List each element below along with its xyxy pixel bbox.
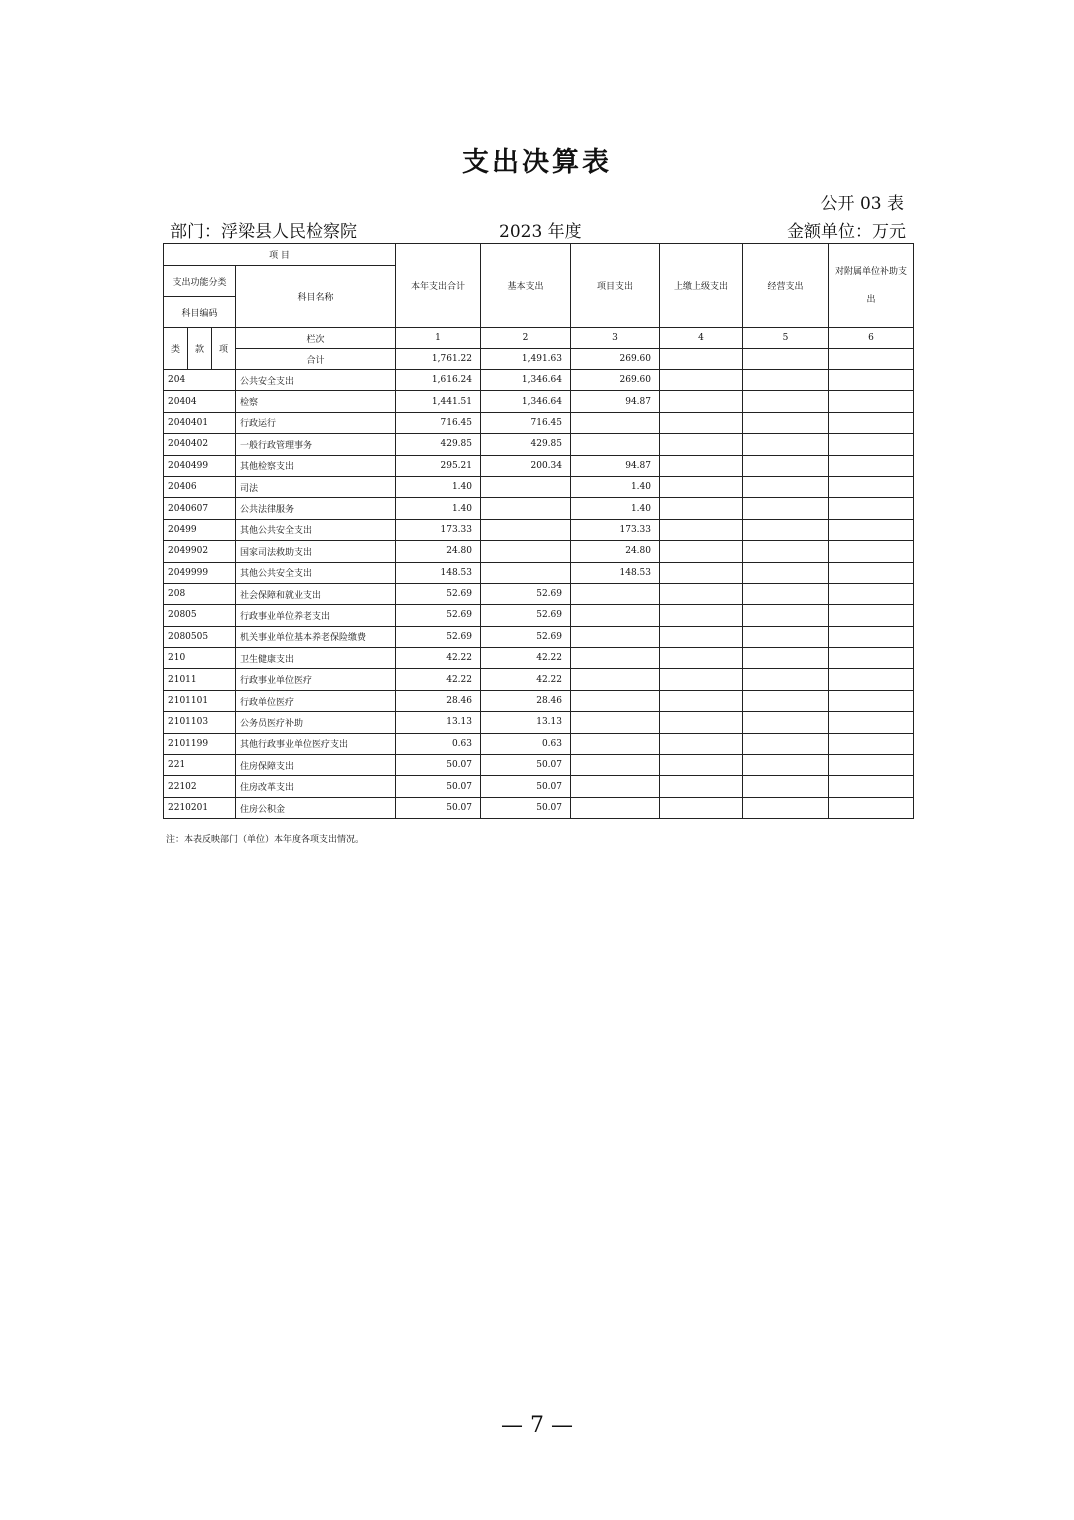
- col-num-2: 2: [481, 328, 571, 349]
- amount-project: 94.87: [571, 391, 660, 412]
- amount-subsidy: [829, 434, 914, 455]
- amount-upper: [660, 712, 743, 733]
- header-total: 本年支出合计: [396, 244, 481, 328]
- amount-project: [571, 776, 660, 797]
- amount-subsidy: [829, 733, 914, 754]
- amount-basic: [481, 562, 571, 583]
- expenditure-table: [163, 243, 914, 819]
- table-row: [164, 391, 914, 412]
- subject-code: 21011: [164, 669, 236, 690]
- amount-project: [571, 755, 660, 776]
- table-row: [164, 562, 914, 583]
- amount-project: [571, 669, 660, 690]
- amount-upper: [660, 434, 743, 455]
- subject-code: 2049902: [164, 541, 236, 562]
- amount-business: [743, 391, 829, 412]
- amount-basic: 52.69: [481, 626, 571, 647]
- amount-basic: 52.69: [481, 583, 571, 604]
- subject-code: 210: [164, 648, 236, 669]
- subject-code: 2210201: [164, 797, 236, 818]
- col-num-6: 6: [829, 328, 914, 349]
- subject-name: 公务员医疗补助: [236, 712, 396, 733]
- subject-name: 机关事业单位基本养老保险缴费: [236, 626, 396, 647]
- amount-business: [743, 669, 829, 690]
- amount-business: [743, 519, 829, 540]
- amount-business: [743, 776, 829, 797]
- subject-name: 行政单位医疗: [236, 690, 396, 711]
- amount-basic: 42.22: [481, 648, 571, 669]
- amount-business: [743, 455, 829, 476]
- amount-business: [743, 712, 829, 733]
- header-xiang: 项: [212, 328, 236, 370]
- table-row: [164, 733, 914, 754]
- subject-code: 20805: [164, 605, 236, 626]
- amount-subsidy: [829, 562, 914, 583]
- report-meta: [170, 217, 906, 241]
- amount-business: [743, 476, 829, 497]
- amount-upper: [660, 541, 743, 562]
- amount-subsidy: [829, 797, 914, 818]
- amount-subsidy: [829, 648, 914, 669]
- subject-name: 其他公共安全支出: [236, 562, 396, 583]
- amount-subsidy: [829, 755, 914, 776]
- amount-project: [571, 648, 660, 669]
- amount-total: 52.69: [396, 605, 481, 626]
- total-subsidy: [829, 349, 914, 370]
- amount-basic: 1,346.64: [481, 391, 571, 412]
- amount-upper: [660, 498, 743, 519]
- amount-upper: [660, 626, 743, 647]
- amount-basic: 28.46: [481, 690, 571, 711]
- amount-total: 1.40: [396, 498, 481, 519]
- amount-total: 28.46: [396, 690, 481, 711]
- subject-name: 卫生健康支出: [236, 648, 396, 669]
- col-num-1: 1: [396, 328, 481, 349]
- col-num-3: 3: [571, 328, 660, 349]
- page-title: 支出决算表: [462, 147, 612, 178]
- amount-total: 13.13: [396, 712, 481, 733]
- amount-basic: [481, 498, 571, 519]
- col-num-4: 4: [660, 328, 743, 349]
- amount-business: [743, 626, 829, 647]
- amount-project: 24.80: [571, 541, 660, 562]
- subject-code: 20404: [164, 391, 236, 412]
- subject-name: 住房改革支出: [236, 776, 396, 797]
- table-row: [164, 648, 914, 669]
- amount-subsidy: [829, 455, 914, 476]
- amount-project: 148.53: [571, 562, 660, 583]
- table-row: [164, 519, 914, 540]
- amount-basic: 42.22: [481, 669, 571, 690]
- header-upper: 上缴上级支出: [660, 244, 743, 328]
- subject-code: 2101199: [164, 733, 236, 754]
- header-basic: 基本支出: [481, 244, 571, 328]
- header-business: 经营支出: [743, 244, 829, 328]
- subject-name: 公共法律服务: [236, 498, 396, 519]
- subject-name: 行政事业单位养老支出: [236, 605, 396, 626]
- subject-name: 一般行政管理事务: [236, 434, 396, 455]
- subject-code: 208: [164, 583, 236, 604]
- header-project: 项目支出: [571, 244, 660, 328]
- row-index-label: 栏次: [236, 328, 396, 349]
- amount-subsidy: [829, 669, 914, 690]
- amount-project: [571, 434, 660, 455]
- amount-subsidy: [829, 626, 914, 647]
- amount-total: 1.40: [396, 476, 481, 497]
- amount-project: [571, 583, 660, 604]
- amount-business: [743, 733, 829, 754]
- amount-upper: [660, 605, 743, 626]
- amount-basic: 50.07: [481, 755, 571, 776]
- table-row: [164, 583, 914, 604]
- amount-business: [743, 605, 829, 626]
- subject-code: 2040402: [164, 434, 236, 455]
- amount-total: 295.21: [396, 455, 481, 476]
- amount-total: 42.22: [396, 648, 481, 669]
- amount-total: 50.07: [396, 776, 481, 797]
- amount-subsidy: [829, 412, 914, 433]
- table-row: [164, 797, 914, 818]
- total-label: 合计: [236, 349, 396, 370]
- subject-code: 20499: [164, 519, 236, 540]
- amount-subsidy: [829, 519, 914, 540]
- subject-name: 其他检察支出: [236, 455, 396, 476]
- amount-upper: [660, 690, 743, 711]
- amount-total: 42.22: [396, 669, 481, 690]
- amount-upper: [660, 755, 743, 776]
- amount-basic: [481, 519, 571, 540]
- subject-name: 行政运行: [236, 412, 396, 433]
- amount-upper: [660, 476, 743, 497]
- amount-project: [571, 733, 660, 754]
- header-subsidy: 对附属单位补助支出: [829, 244, 914, 328]
- amount-total: 1,441.51: [396, 391, 481, 412]
- amount-business: [743, 755, 829, 776]
- amount-upper: [660, 733, 743, 754]
- table-row: [164, 498, 914, 519]
- table-row: [164, 669, 914, 690]
- amount-total: 148.53: [396, 562, 481, 583]
- header-item: 项 目: [164, 244, 396, 266]
- subject-name: 住房公积金: [236, 797, 396, 818]
- col-num-5: 5: [743, 328, 829, 349]
- total-project: 269.60: [571, 349, 660, 370]
- amount-project: 1.40: [571, 498, 660, 519]
- subject-name: 行政事业单位医疗: [236, 669, 396, 690]
- header-subject-name: 科目名称: [236, 266, 396, 328]
- page-number: — 7 —: [501, 1413, 573, 1438]
- subject-code: 2101103: [164, 712, 236, 733]
- amount-basic: 50.07: [481, 797, 571, 818]
- amount-project: 94.87: [571, 455, 660, 476]
- amount-basic: 52.69: [481, 605, 571, 626]
- table-row: [164, 476, 914, 497]
- amount-project: 1.40: [571, 476, 660, 497]
- amount-total: 429.85: [396, 434, 481, 455]
- table-row: [164, 541, 914, 562]
- subject-name: 其他公共安全支出: [236, 519, 396, 540]
- amount-total: 24.80: [396, 541, 481, 562]
- amount-subsidy: [829, 690, 914, 711]
- total-business: [743, 349, 829, 370]
- header-func-class: 支出功能分类: [164, 266, 236, 297]
- table-row: [164, 626, 914, 647]
- table-row: [164, 755, 914, 776]
- amount-upper: [660, 776, 743, 797]
- subject-code: 2049999: [164, 562, 236, 583]
- amount-business: [743, 690, 829, 711]
- subject-code: 221: [164, 755, 236, 776]
- amount-business: [743, 797, 829, 818]
- subject-name: 社会保障和就业支出: [236, 583, 396, 604]
- amount-basic: [481, 476, 571, 497]
- subject-name: 公共安全支出: [236, 370, 396, 391]
- subject-name: 司法: [236, 476, 396, 497]
- amount-unit: 金额单位：万元: [787, 222, 906, 242]
- amount-basic: [481, 541, 571, 562]
- subject-name: 其他行政事业单位医疗支出: [236, 733, 396, 754]
- subject-code: 22102: [164, 776, 236, 797]
- table-row: [164, 690, 914, 711]
- subject-code: 20406: [164, 476, 236, 497]
- amount-basic: 0.63: [481, 733, 571, 754]
- header-kuan: 款: [188, 328, 212, 370]
- table-note: 注：本表反映部门（单位）本年度各项支出情况。: [166, 835, 365, 845]
- amount-total: 0.63: [396, 733, 481, 754]
- amount-subsidy: [829, 776, 914, 797]
- subject-name: 检察: [236, 391, 396, 412]
- amount-business: [743, 648, 829, 669]
- amount-upper: [660, 412, 743, 433]
- table-row: [164, 412, 914, 433]
- amount-total: 52.69: [396, 626, 481, 647]
- amount-project: [571, 797, 660, 818]
- table-row: [164, 712, 914, 733]
- amount-basic: 13.13: [481, 712, 571, 733]
- total-upper: [660, 349, 743, 370]
- amount-subsidy: [829, 370, 914, 391]
- amount-business: [743, 370, 829, 391]
- form-number: 公开 03 表: [820, 194, 904, 214]
- amount-upper: [660, 562, 743, 583]
- amount-project: [571, 412, 660, 433]
- amount-basic: 200.34: [481, 455, 571, 476]
- amount-upper: [660, 797, 743, 818]
- amount-project: [571, 626, 660, 647]
- amount-basic: 716.45: [481, 412, 571, 433]
- amount-upper: [660, 669, 743, 690]
- amount-total: 52.69: [396, 583, 481, 604]
- fiscal-year: 2023 年度: [499, 222, 582, 242]
- amount-business: [743, 498, 829, 519]
- subject-name: 国家司法救助支出: [236, 541, 396, 562]
- table-row: [164, 776, 914, 797]
- amount-total: 173.33: [396, 519, 481, 540]
- amount-project: [571, 690, 660, 711]
- amount-upper: [660, 455, 743, 476]
- amount-upper: [660, 391, 743, 412]
- amount-subsidy: [829, 605, 914, 626]
- amount-project: [571, 712, 660, 733]
- subject-code: 204: [164, 370, 236, 391]
- total-basic: 1,491.63: [481, 349, 571, 370]
- amount-business: [743, 541, 829, 562]
- table-row: [164, 370, 914, 391]
- amount-subsidy: [829, 712, 914, 733]
- amount-basic: 50.07: [481, 776, 571, 797]
- amount-upper: [660, 648, 743, 669]
- amount-business: [743, 562, 829, 583]
- amount-total: 50.07: [396, 755, 481, 776]
- amount-basic: 429.85: [481, 434, 571, 455]
- amount-subsidy: [829, 498, 914, 519]
- subject-code: 2040499: [164, 455, 236, 476]
- amount-subsidy: [829, 476, 914, 497]
- amount-upper: [660, 370, 743, 391]
- amount-upper: [660, 583, 743, 604]
- amount-subsidy: [829, 541, 914, 562]
- amount-total: 1,616.24: [396, 370, 481, 391]
- amount-total: 716.45: [396, 412, 481, 433]
- amount-business: [743, 434, 829, 455]
- subject-name: 住房保障支出: [236, 755, 396, 776]
- subject-code: 2040607: [164, 498, 236, 519]
- amount-business: [743, 583, 829, 604]
- table-row: [164, 455, 914, 476]
- subject-code: 2080505: [164, 626, 236, 647]
- header-subject-code: 科目编码: [164, 297, 236, 328]
- amount-subsidy: [829, 391, 914, 412]
- subject-code: 2101101: [164, 690, 236, 711]
- amount-project: [571, 605, 660, 626]
- amount-upper: [660, 519, 743, 540]
- amount-business: [743, 412, 829, 433]
- department-label: 部门：浮梁县人民检察院: [170, 222, 357, 242]
- amount-project: 269.60: [571, 370, 660, 391]
- amount-total: 50.07: [396, 797, 481, 818]
- header-lei: 类: [164, 328, 188, 370]
- amount-project: 173.33: [571, 519, 660, 540]
- table-row: [164, 605, 914, 626]
- amount-subsidy: [829, 583, 914, 604]
- subject-code: 2040401: [164, 412, 236, 433]
- amount-basic: 1,346.64: [481, 370, 571, 391]
- table-row: [164, 434, 914, 455]
- total-amount: 1,761.22: [396, 349, 481, 370]
